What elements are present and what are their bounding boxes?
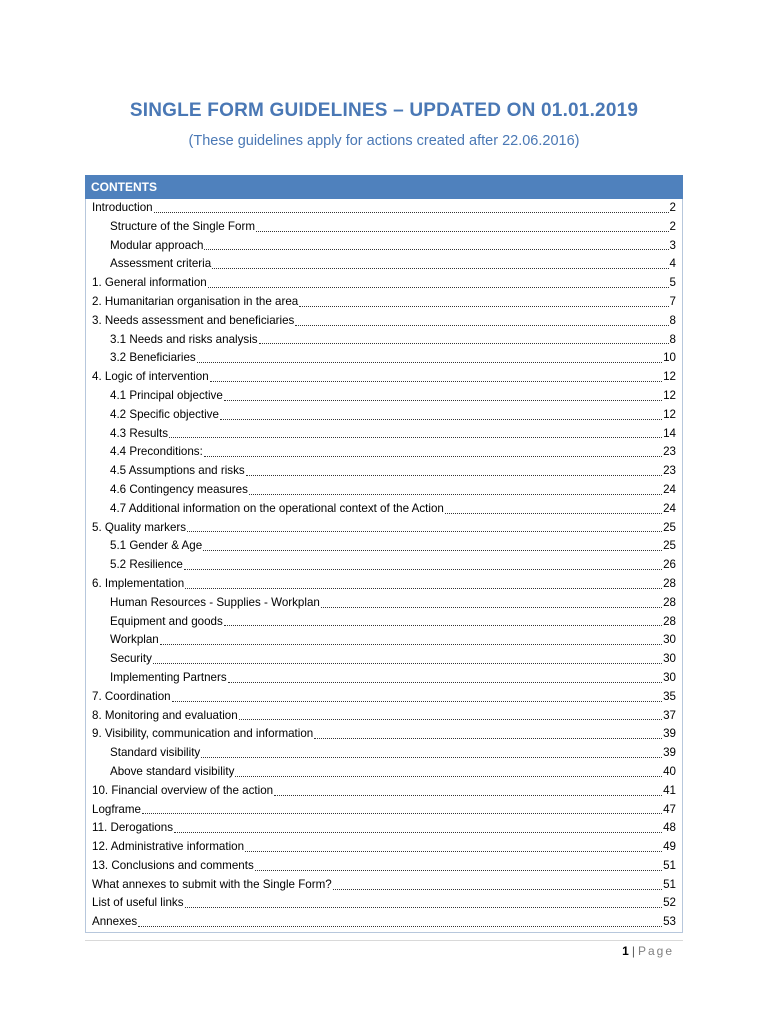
toc-entry-page: 7: [669, 294, 676, 308]
toc-dot-leader: [314, 737, 662, 739]
toc-entry[interactable]: [86, 349, 682, 368]
toc-dot-leader: [255, 869, 662, 871]
toc-entry-page: 30: [663, 652, 676, 666]
toc-entry[interactable]: [86, 274, 682, 293]
toc-entry-page: 26: [663, 558, 676, 572]
toc-dot-leader: [274, 794, 662, 796]
toc-entry-page: 12: [663, 370, 676, 384]
toc-entry-page: 2: [669, 201, 676, 214]
toc-dot-leader: [187, 530, 662, 532]
toc-entry-label: 4.7 Additional information on the operational context of the Action: [110, 501, 444, 515]
toc-entry-page: 28: [663, 595, 676, 609]
toc-dot-leader: [160, 643, 662, 645]
toc-dot-leader: [224, 624, 662, 626]
toc-entry-label: 2. Humanitarian organisation in the area: [92, 294, 299, 308]
toc-entry-page: 25: [663, 520, 676, 534]
footer-divider: [85, 940, 683, 941]
toc-entry-label: 9. Visibility, communication and information: [92, 727, 314, 741]
toc-entry-label: Introduction: [92, 201, 153, 214]
toc-entry-label: 5.2 Resilience: [110, 558, 183, 572]
toc-entry[interactable]: [86, 443, 682, 462]
toc-entry-page: 37: [663, 708, 676, 722]
toc-dot-leader: [224, 399, 662, 401]
toc-entry-label: 13. Conclusions and comments: [92, 858, 254, 872]
toc-entry-label: 4.5 Assumptions and risks: [110, 464, 245, 478]
toc-entry-page: 23: [663, 445, 676, 459]
toc-entry-label: Equipment and goods: [110, 614, 223, 628]
toc-entry-label: 7. Coordination: [92, 689, 171, 703]
toc-entry[interactable]: [86, 368, 682, 387]
toc-entry[interactable]: [86, 857, 682, 876]
toc-entry[interactable]: [86, 913, 682, 932]
toc-entry-page: 25: [663, 539, 676, 553]
toc-entry[interactable]: [86, 763, 682, 782]
toc-entry[interactable]: [86, 556, 682, 575]
toc-entry[interactable]: [86, 406, 682, 425]
toc-dot-leader: [212, 267, 668, 269]
toc-entry[interactable]: [86, 387, 682, 406]
toc-dot-leader: [172, 700, 662, 702]
toc-entry-page: 30: [663, 633, 676, 647]
toc-entry[interactable]: [86, 838, 682, 857]
toc-entry-page: 28: [663, 614, 676, 628]
toc-entry-page: 5: [669, 276, 676, 290]
toc-entry[interactable]: [86, 425, 682, 444]
toc-entry-label: Above standard visibility: [110, 764, 235, 778]
toc-dot-leader: [197, 361, 662, 363]
toc-entry-page: 48: [663, 821, 676, 835]
toc-entry-label: Workplan: [110, 633, 159, 647]
toc-entry[interactable]: [86, 801, 682, 820]
toc-entry[interactable]: [86, 819, 682, 838]
toc-dot-leader: [249, 493, 662, 495]
toc-entry[interactable]: [86, 312, 682, 331]
toc-entry-page: 12: [663, 407, 676, 421]
toc-dot-leader: [246, 474, 662, 476]
toc-entry[interactable]: [86, 462, 682, 481]
toc-dot-leader: [259, 342, 669, 344]
toc-entry-label: Structure of the Single Form: [110, 219, 255, 233]
toc-entry-label: What annexes to submit with the Single Form?: [92, 877, 332, 891]
toc-entry-page: 51: [663, 858, 676, 872]
toc-dot-leader: [204, 455, 662, 457]
toc-entry[interactable]: [86, 481, 682, 500]
toc-entry-label: Human Resources - Supplies - Workplan: [110, 595, 320, 609]
toc-dot-leader: [203, 549, 662, 551]
toc-entry-label: Logframe: [92, 802, 141, 816]
toc-entry[interactable]: [86, 218, 682, 237]
toc-dot-leader: [204, 248, 668, 250]
toc-entry-label: 3.1 Needs and risks analysis: [110, 332, 258, 346]
toc-entry[interactable]: [86, 594, 682, 613]
toc-dot-leader: [245, 850, 662, 852]
toc-dot-leader: [256, 230, 669, 232]
toc-entry-label: List of useful links: [92, 896, 184, 910]
toc-dot-leader: [184, 568, 662, 570]
toc-entry-label: 8. Monitoring and evaluation: [92, 708, 238, 722]
toc-entry-page: 30: [663, 670, 676, 684]
toc-entry[interactable]: [86, 237, 682, 256]
toc-entry-page: 8: [669, 332, 676, 346]
toc-entry-label: Security: [110, 652, 152, 666]
toc-entry-page: 40: [663, 764, 676, 778]
toc-entry-label: 3. Needs assessment and beneficiaries: [92, 313, 295, 327]
toc-entry-label: 4. Logic of intervention: [92, 370, 209, 384]
toc-entry-page: 51: [663, 877, 676, 891]
toc-entry-label: 5.1 Gender & Age: [110, 539, 203, 553]
toc-dot-leader: [208, 286, 669, 288]
toc-dot-leader: [299, 305, 668, 307]
toc-entry[interactable]: [86, 631, 682, 650]
toc-entry[interactable]: [86, 519, 682, 538]
toc-entry-page: 12: [663, 388, 676, 402]
toc-entry-label: 4.3 Results: [110, 426, 168, 440]
toc-entry[interactable]: [86, 650, 682, 669]
toc-entry[interactable]: [86, 894, 682, 913]
toc-entry-page: 10: [663, 351, 676, 365]
toc-dot-leader: [235, 775, 662, 777]
toc-dot-leader: [169, 436, 662, 438]
toc-entry-page: 24: [663, 482, 676, 496]
page-label: Page: [637, 944, 674, 958]
toc-dot-leader: [228, 681, 662, 683]
toc-dot-leader: [154, 211, 669, 213]
toc-entry-page: 23: [663, 464, 676, 478]
toc-entry-label: 6. Implementation: [92, 576, 185, 590]
toc-entry[interactable]: [86, 707, 682, 726]
toc-dot-leader: [295, 324, 668, 326]
document-title: SINGLE FORM GUIDELINES – UPDATED ON 01.01.2019: [129, 100, 639, 121]
toc-dot-leader: [220, 418, 662, 420]
toc-dot-leader: [185, 906, 663, 908]
document-subtitle: (These guidelines apply for actions created after 22.06.2016): [188, 133, 580, 149]
toc-entry-label: 12. Administrative information: [92, 840, 245, 854]
toc-dot-leader: [138, 925, 662, 927]
page-footer: [622, 944, 674, 958]
toc-entry[interactable]: [86, 199, 682, 218]
toc-dot-leader: [174, 831, 662, 833]
toc-dot-leader: [201, 756, 662, 758]
toc-entry[interactable]: [86, 255, 682, 274]
toc-dot-leader: [185, 587, 662, 589]
toc-entry-label: 4.1 Principal objective: [110, 388, 223, 402]
toc-entry-page: 52: [663, 896, 676, 910]
toc-entry-page: 24: [663, 501, 676, 515]
toc-entry-label: Implementing Partners: [110, 670, 227, 684]
toc-entry-label: 5. Quality markers: [92, 520, 187, 534]
toc-entry[interactable]: [86, 537, 682, 556]
toc-entry-label: 10. Financial overview of the action: [92, 783, 274, 797]
toc-entry-label: 4.6 Contingency measures: [110, 482, 248, 496]
toc-entry-label: 1. General information: [92, 276, 207, 290]
toc-entry-page: 8: [669, 313, 676, 327]
toc-entry-label: 4.2 Specific objective: [110, 407, 219, 421]
footer-separator: |: [631, 944, 635, 958]
toc-entry-label: 4.4 Preconditions:: [110, 445, 203, 459]
toc-entry-page: 35: [663, 689, 676, 703]
table-of-contents: [85, 199, 683, 933]
toc-entry[interactable]: [86, 744, 682, 763]
toc-entry-page: 28: [663, 576, 676, 590]
toc-entry[interactable]: [86, 725, 682, 744]
toc-entry[interactable]: [86, 876, 682, 895]
toc-entry-page: 47: [663, 802, 676, 816]
toc-entry-label: Standard visibility: [110, 746, 201, 760]
toc-entry-page: 4: [669, 257, 676, 271]
toc-entry[interactable]: [86, 575, 682, 594]
toc-entry-label: 11. Derogations: [92, 821, 173, 835]
toc-dot-leader: [210, 380, 662, 382]
toc-entry-label: 3.2 Beneficiaries: [110, 351, 196, 365]
toc-entry[interactable]: [86, 669, 682, 688]
toc-entry-page: 49: [663, 840, 676, 854]
toc-dot-leader: [142, 812, 662, 814]
toc-entry[interactable]: [86, 613, 682, 632]
toc-entry-page: 3: [669, 238, 676, 252]
toc-entry-page: 39: [663, 727, 676, 741]
toc-entry-page: 39: [663, 746, 676, 760]
page-number: 1: [622, 944, 629, 958]
toc-entry[interactable]: [86, 688, 682, 707]
toc-entry[interactable]: [86, 782, 682, 801]
toc-entry-label: Assessment criteria: [110, 257, 212, 271]
toc-entry-label: Modular approach: [110, 238, 204, 252]
toc-entry-label: Annexes: [92, 915, 138, 929]
toc-entry-page: 53: [663, 915, 676, 929]
toc-entry-page: 2: [669, 219, 676, 233]
toc-dot-leader: [239, 718, 662, 720]
toc-heading: CONTENTS: [85, 175, 683, 199]
toc-entry-page: 14: [663, 426, 676, 440]
toc-dot-leader: [445, 512, 662, 514]
toc-entry-page: 41: [663, 783, 676, 797]
toc-dot-leader: [333, 888, 662, 890]
toc-entry[interactable]: [86, 500, 682, 519]
toc-dot-leader: [321, 606, 662, 608]
toc-entry[interactable]: [86, 331, 682, 350]
toc-dot-leader: [153, 662, 662, 664]
toc-entry[interactable]: [86, 293, 682, 312]
